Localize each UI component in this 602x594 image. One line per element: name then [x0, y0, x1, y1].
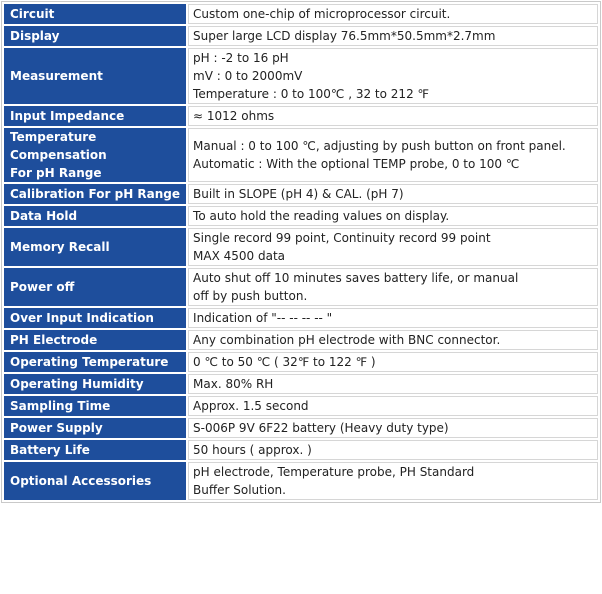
spec-value — [188, 330, 598, 350]
spec-label — [4, 206, 186, 226]
label-line: Calibration For pH Range — [10, 187, 181, 201]
spec-value — [188, 4, 598, 24]
value-line: Built in SLOPE (pH 4) & CAL. (pH 7) — [193, 187, 404, 201]
value-line: Approx. 1.5 second — [193, 399, 309, 413]
spec-row-input-impedance — [4, 106, 598, 126]
spec-label — [4, 330, 186, 350]
value-line: MAX 4500 data — [193, 249, 286, 263]
spec-row-operating-temperature — [4, 352, 598, 372]
value-line: off by push button. — [193, 289, 308, 303]
spec-value — [188, 374, 598, 394]
label-line: Battery Life — [10, 443, 90, 457]
value-line: Super large LCD display 76.5mm*50.5mm*2.7mm — [193, 29, 496, 43]
spec-value — [188, 308, 598, 328]
specification-table-body — [4, 4, 598, 500]
label-line: Sampling Time — [10, 399, 111, 413]
value-line: 50 hours ( approx. ) — [193, 443, 312, 457]
label-line: PH Electrode — [10, 333, 98, 347]
spec-row-data-hold — [4, 206, 598, 226]
label-line: Over Input Indication — [10, 311, 154, 325]
value-line: Buffer Solution. — [193, 483, 286, 497]
label-line: Operating Humidity — [10, 377, 144, 391]
label-line: Circuit — [10, 7, 55, 21]
spec-label — [4, 396, 186, 416]
spec-row-battery-life — [4, 440, 598, 460]
spec-value — [188, 128, 598, 182]
value-line: Custom one-chip of microprocessor circuit. — [193, 7, 451, 21]
spec-label — [4, 4, 186, 24]
spec-row-operating-humidity — [4, 374, 598, 394]
spec-label — [4, 462, 186, 500]
spec-row-display — [4, 26, 598, 46]
label-line: Operating Temperature — [10, 355, 169, 369]
spec-row-ph-electrode — [4, 330, 598, 350]
spec-row-sampling-time — [4, 396, 598, 416]
spec-value — [188, 106, 598, 126]
value-line: Automatic : With the optional TEMP probe, 0 to 100 ℃ — [193, 157, 520, 171]
value-line: pH electrode, Temperature probe, PH Standard — [193, 465, 475, 479]
value-line: Max. 80% RH — [193, 377, 274, 391]
spec-row-calibration — [4, 184, 598, 204]
spec-label — [4, 184, 186, 204]
value-line: ≈ 1012 ohms — [193, 109, 275, 123]
spec-row-over-input-indication — [4, 308, 598, 328]
spec-value — [188, 268, 598, 306]
value-line: 0 ℃ to 50 ℃ ( 32℉ to 122 ℉ ) — [193, 355, 376, 369]
spec-label — [4, 26, 186, 46]
label-line: Input Impedance — [10, 109, 125, 123]
spec-label — [4, 128, 186, 182]
spec-label — [4, 228, 186, 266]
spec-label — [4, 374, 186, 394]
spec-row-measurement — [4, 48, 598, 104]
spec-value — [188, 48, 598, 104]
spec-value — [188, 418, 598, 438]
spec-label — [4, 48, 186, 104]
label-line: Temperature — [10, 130, 97, 144]
value-line: Manual : 0 to 100 ℃, adjusting by push button on front panel. — [193, 139, 566, 153]
spec-row-circuit — [4, 4, 598, 24]
spec-row-optional-accessories — [4, 462, 598, 500]
label-line: Optional Accessories — [10, 474, 152, 488]
spec-value — [188, 462, 598, 500]
value-line: mV : 0 to 2000mV — [193, 69, 303, 83]
spec-value — [188, 440, 598, 460]
value-line: Single record 99 point, Continuity record 99 point — [193, 231, 491, 245]
label-line: For pH Range — [10, 166, 102, 180]
spec-row-power-supply — [4, 418, 598, 438]
value-line: To auto hold the reading values on display. — [193, 209, 450, 223]
label-line: Memory Recall — [10, 240, 110, 254]
value-line: Temperature : 0 to 100℃ , 32 to 212 ℉ — [193, 87, 429, 101]
spec-label — [4, 308, 186, 328]
spec-value — [188, 184, 598, 204]
spec-label — [4, 418, 186, 438]
label-line: Power Supply — [10, 421, 103, 435]
spec-row-power-off — [4, 268, 598, 306]
value-line: pH : -2 to 16 pH — [193, 51, 289, 65]
spec-value — [188, 228, 598, 266]
spec-label — [4, 268, 186, 306]
spec-row-memory-recall — [4, 228, 598, 266]
spec-label — [4, 106, 186, 126]
spec-row-temperature-compensation — [4, 128, 598, 182]
spec-value — [188, 396, 598, 416]
label-line: Power off — [10, 280, 75, 294]
spec-label — [4, 440, 186, 460]
spec-value — [188, 352, 598, 372]
value-line: Any combination pH electrode with BNC connector. — [193, 333, 501, 347]
label-line: Data Hold — [10, 209, 78, 223]
spec-value — [188, 26, 598, 46]
value-line: S-006P 9V 6F22 battery (Heavy duty type) — [193, 421, 449, 435]
value-line: Auto shut off 10 minutes saves battery life, or manual — [193, 271, 519, 285]
value-line: Indication of "-- -- -- -- " — [193, 311, 333, 325]
spec-label — [4, 352, 186, 372]
spec-value — [188, 206, 598, 226]
label-line: Compensation — [10, 148, 107, 162]
label-line: Measurement — [10, 69, 103, 83]
specification-table — [1, 1, 601, 503]
label-line: Display — [10, 29, 60, 43]
